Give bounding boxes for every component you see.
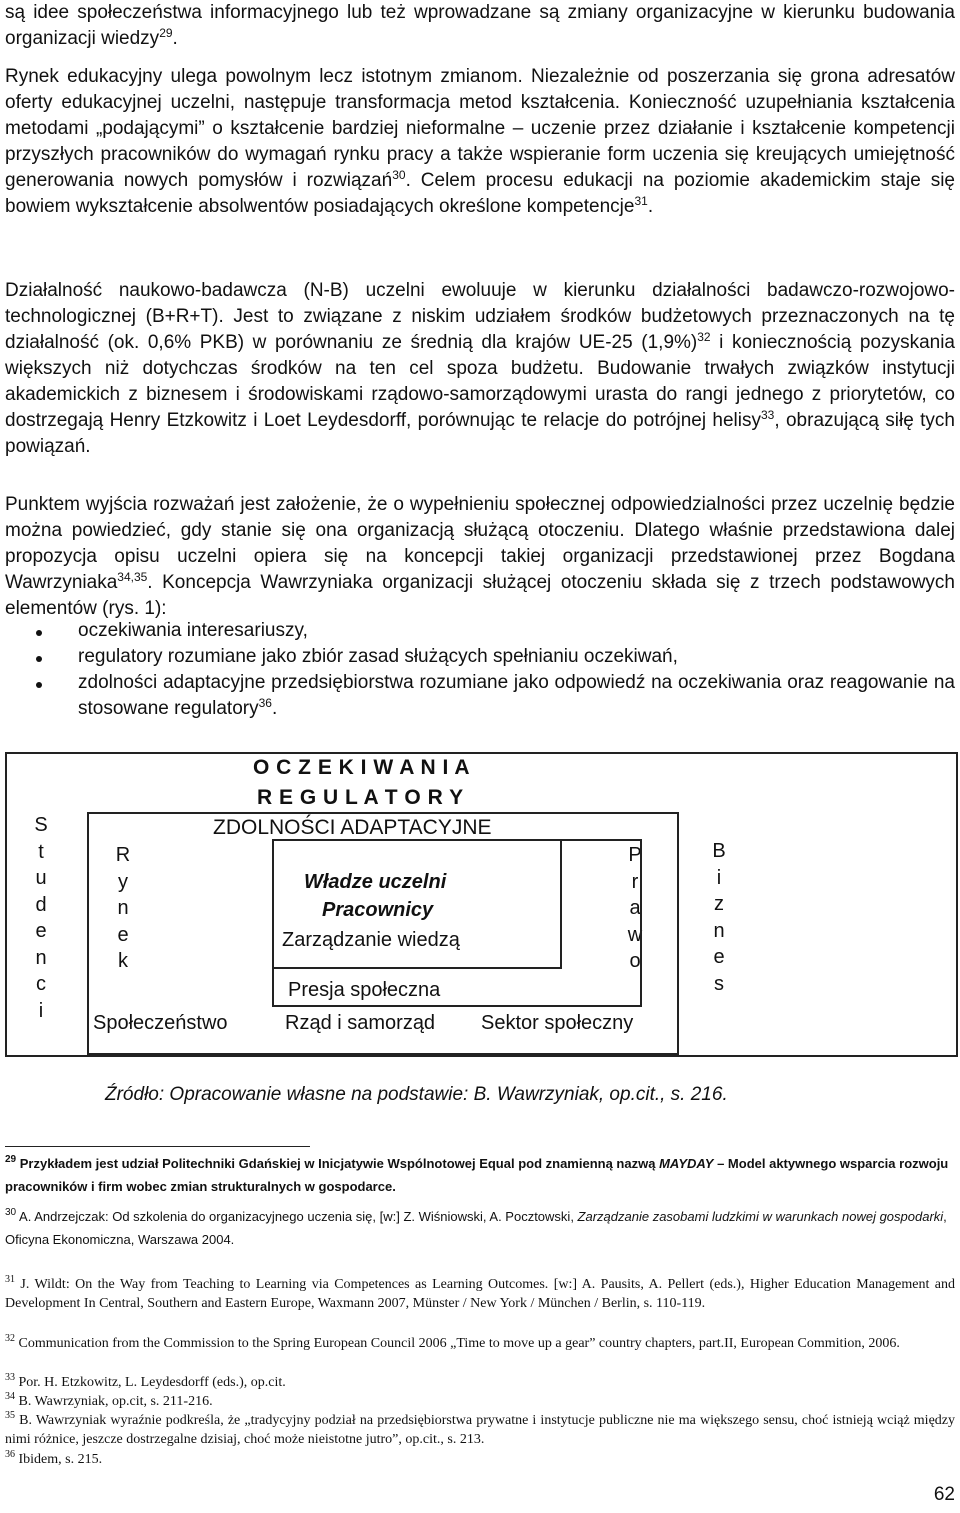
footnote-text: J. Wildt: On the Way from Teaching to Learning via Competences as Learning Outcomes. [w:] A. Pausits, A. Pellert (eds.), Higher Education Management and Development In Central, Southern and Eastern Europe, Waxmann 2007, Münster / New York / München / Berlin, s. 110-119. [5, 1277, 955, 1311]
paragraph-2-text-c: . [647, 196, 654, 217]
footnote-text: Ibidem, s. 215. [15, 1452, 103, 1467]
footnote-text: B. Wawrzyniak wyraźnie podkreśla, że „tradycyjny podział na przedsiębiorstwa prywatne i instytucje publiczne nie ma większego sensu, choć istnieją wciąż między nimi różnice, jeszcze dostrzegalne dzisiaj, choć może nieistotne jutro”, op.cit., s. 213. [5, 1413, 955, 1447]
footnote-number: 30 [5, 1207, 17, 1218]
diagram-label-regulatory: R E G U L A T O R Y [257, 786, 464, 809]
list-item-text: regulatory rozumiane jako zbiór zasad służących spełnianiu oczekiwań, [78, 646, 678, 667]
list-item [5, 618, 955, 644]
footnote-text: B. Wawrzyniak, op.cit, s. 211-216. [15, 1394, 213, 1409]
paragraph-3-text-a: Działalność naukowo-badawcza (N-B) uczelni ewoluuje w kierunku działalności badawczo-rozwojowo-technologicznej (B+R+T). Jest to związane z niskim udziałem środków budżetowych przeznaczonych na tę działalność (ok. 0,6% PKB) w porównaniu ze średnią dla krajów UE-25 (1,9%) [5, 280, 955, 353]
diagram-label-spoleczenstwo: Społeczeństwo [93, 1012, 228, 1034]
paragraph-2-text-b: . Celem procesu edukacji na poziomie akademickim staje się bowiem wykształcenie absolwentów posiadających określone kompetencje [5, 170, 955, 217]
footnote-36 [5, 1450, 955, 1469]
paragraph-4 [5, 492, 955, 622]
bullet-icon [36, 682, 42, 688]
bullet-icon [36, 630, 42, 636]
footnote-ref-30[interactable]: 30 [392, 168, 406, 182]
paragraph-4-text-b: . Koncepcja Wawrzyniaka organizacji służącej otoczeniu składa się z trzech podstawowych elementów (rys. 1): [5, 572, 955, 619]
footnote-text: – Model aktywnego wsparcia rozwoju pracowników i firm wobec zmian strukturalnych w gospodarce. [5, 1156, 949, 1194]
footnote-ref-32[interactable]: 32 [697, 330, 711, 344]
diagram-box-presja [272, 839, 642, 1007]
figure-caption: Źródło: Opracowanie własne na podstawie: B. Wawrzyniak, op.cit., s. 216. [105, 1084, 728, 1105]
paragraph-4-text-a: Punktem wyjścia rozważań jest założenie, że o wypełnieniu społecznej odpowiedzialności przez uczelnię będzie można powiedzieć, gdy stanie się ona organizacją służącą otoczeniu. Dlatego właśnie przedstawiona dalej propozycja opisu uczelni opiera się na koncepcji takiej organizacji przedstawionej przez Bogdana Wawrzyniaka [5, 494, 955, 593]
footnote-35 [5, 1411, 955, 1449]
footnote-text: Por. H. Etzkowitz, L. Leydesdorff (eds.), op.cit. [15, 1375, 286, 1390]
bullet-icon [36, 656, 42, 662]
diagram-label-zdolnosci: ZDOLNOŚCI ADAPTACYJNE [213, 816, 492, 839]
diagram-label-sektor: Sektor społeczny [481, 1012, 634, 1034]
footnote-number: 29 [5, 1154, 17, 1165]
diagram-vertical-prawo: P r a w o [627, 844, 643, 972]
diagram-label-rzad: Rząd i samorząd [285, 1012, 436, 1034]
footnote-29 [5, 1152, 955, 1198]
footnote-text: , Oficyna Ekonomiczna, Warszawa 2004. [5, 1209, 947, 1247]
footnote-separator [5, 1146, 310, 1147]
diagram-box-zdolnosci [87, 812, 679, 1055]
list-item-end: . [271, 698, 278, 719]
paragraph-1: są idee społeczeństwa informacyjnego lub też wprowadzane są zmiany organizacyjne w kierunku budowania organizacji wiedzy$^{29}$. [5, 2, 955, 49]
footnote-33 [5, 1373, 955, 1392]
paragraph-3-text-b: i koniecznością pozyskania większych niż dotychczas środków na ten cel spoza budżetu. Budowanie trwałych związków instytucji akademickich z biznesem i środowiskami rządowo-samorządowymi urasta do rangi jednego z priorytetów, co dostrzegają Henry Etzkowitz i Loet Leydesdorff, porównując te relacje do potrójnej helisy [5, 332, 955, 431]
paragraph-3 [5, 278, 955, 460]
footnote-ref-29[interactable]: 29 [159, 26, 173, 40]
footnote-ref-31[interactable]: 31 [634, 194, 648, 208]
footnote-text: Communication from the Commission to the Spring European Council 2006 „Time to move up a gear” country chapters, part.II, European Commition, 2006. [15, 1336, 900, 1351]
bullet-list [5, 618, 955, 722]
list-item [5, 670, 955, 722]
diagram-box-wladze [272, 839, 562, 969]
footnote-ref-34-35[interactable]: 34,35 [117, 570, 148, 584]
footnote-number: 32 [5, 1333, 15, 1344]
footnote-30 [5, 1205, 955, 1251]
diagram-label-pracownicy: Pracownicy [322, 899, 434, 921]
diagram-label-presja: Presja społeczna [288, 979, 441, 1001]
footnote-32 [5, 1334, 955, 1353]
footnote-emphasis: MAYDAY [659, 1156, 714, 1171]
diagram-label-wladze: Władze uczelni [304, 871, 447, 893]
footnote-number: 33 [5, 1372, 15, 1383]
footnote-number: 31 [5, 1274, 15, 1285]
footnote-ref-33[interactable]: 33 [761, 408, 775, 422]
paragraph-1-text: są idee społeczeństwa informacyjnego lub też wprowadzane są zmiany organizacyjne w kierunku budowania organizacji wiedzy [5, 2, 955, 49]
footnote-number: 36 [5, 1449, 15, 1460]
footnote-number: 34 [5, 1391, 15, 1402]
list-item-text: zdolności adaptacyjne przedsiębiorstwa rozumiane jako odpowiedź na oczekiwania oraz reagowanie na stosowane regulatory [78, 672, 955, 719]
list-item [5, 644, 955, 670]
paragraph-3-text-c: , obrazującą siłę tych powiązań. [5, 410, 955, 457]
page-number: 62 [933, 1484, 955, 1505]
footnote-31 [5, 1275, 955, 1313]
figure-diagram [5, 752, 958, 1057]
paragraph-2 [5, 64, 955, 220]
diagram-label-zarzadzanie: Zarządzanie wiedzą [282, 929, 460, 951]
footnote-emphasis: Zarządzanie zasobami ludzkimi w warunkach nowej gospodarki [577, 1209, 944, 1224]
footnote-text: Przykładem jest udział Politechniki Gdańskiej w Inicjatywie Wspólnotowej Equal pod znamienną nazwą [19, 1156, 660, 1171]
diagram-vertical-rynek: R y n e k [115, 844, 131, 972]
footnote-ref-36[interactable]: 36 [258, 696, 272, 710]
diagram-vertical-biznes: B i z n e s [712, 840, 726, 995]
footnote-number: 35 [5, 1410, 15, 1421]
footnote-34 [5, 1392, 955, 1411]
paragraph-2-text-a: Rynek edukacyjny ulega powolnym lecz istotnym zmianom. Niezależnie od poszerzania się grona adresatów oferty edukacyjnej uczelni, następuje transformacja metod kształcenia. Konieczność uzupełniania kształcenia metodami „podającymi” o kształcenie bardziej nieformalne – uczenie przez działanie i kształcenie kompetencji przyszłych pracowników do wymagań rynku pracy a także wspieranie form uczenia się kreujących umiejętność generowania nowych pomysłów i rozwiązań [5, 66, 955, 191]
diagram-vertical-studenci: S t u d e n c i [34, 814, 48, 1022]
list-item-text: oczekiwania interesariuszy, [78, 620, 308, 641]
diagram-label-oczekiwania: O C Z E K I W A N I A [253, 756, 470, 779]
footnote-text: A. Andrzejczak: Od szkolenia do organizacyjnego uczenia się, [w:] Z. Wiśniowski, A. Pocztowski, [16, 1209, 578, 1224]
